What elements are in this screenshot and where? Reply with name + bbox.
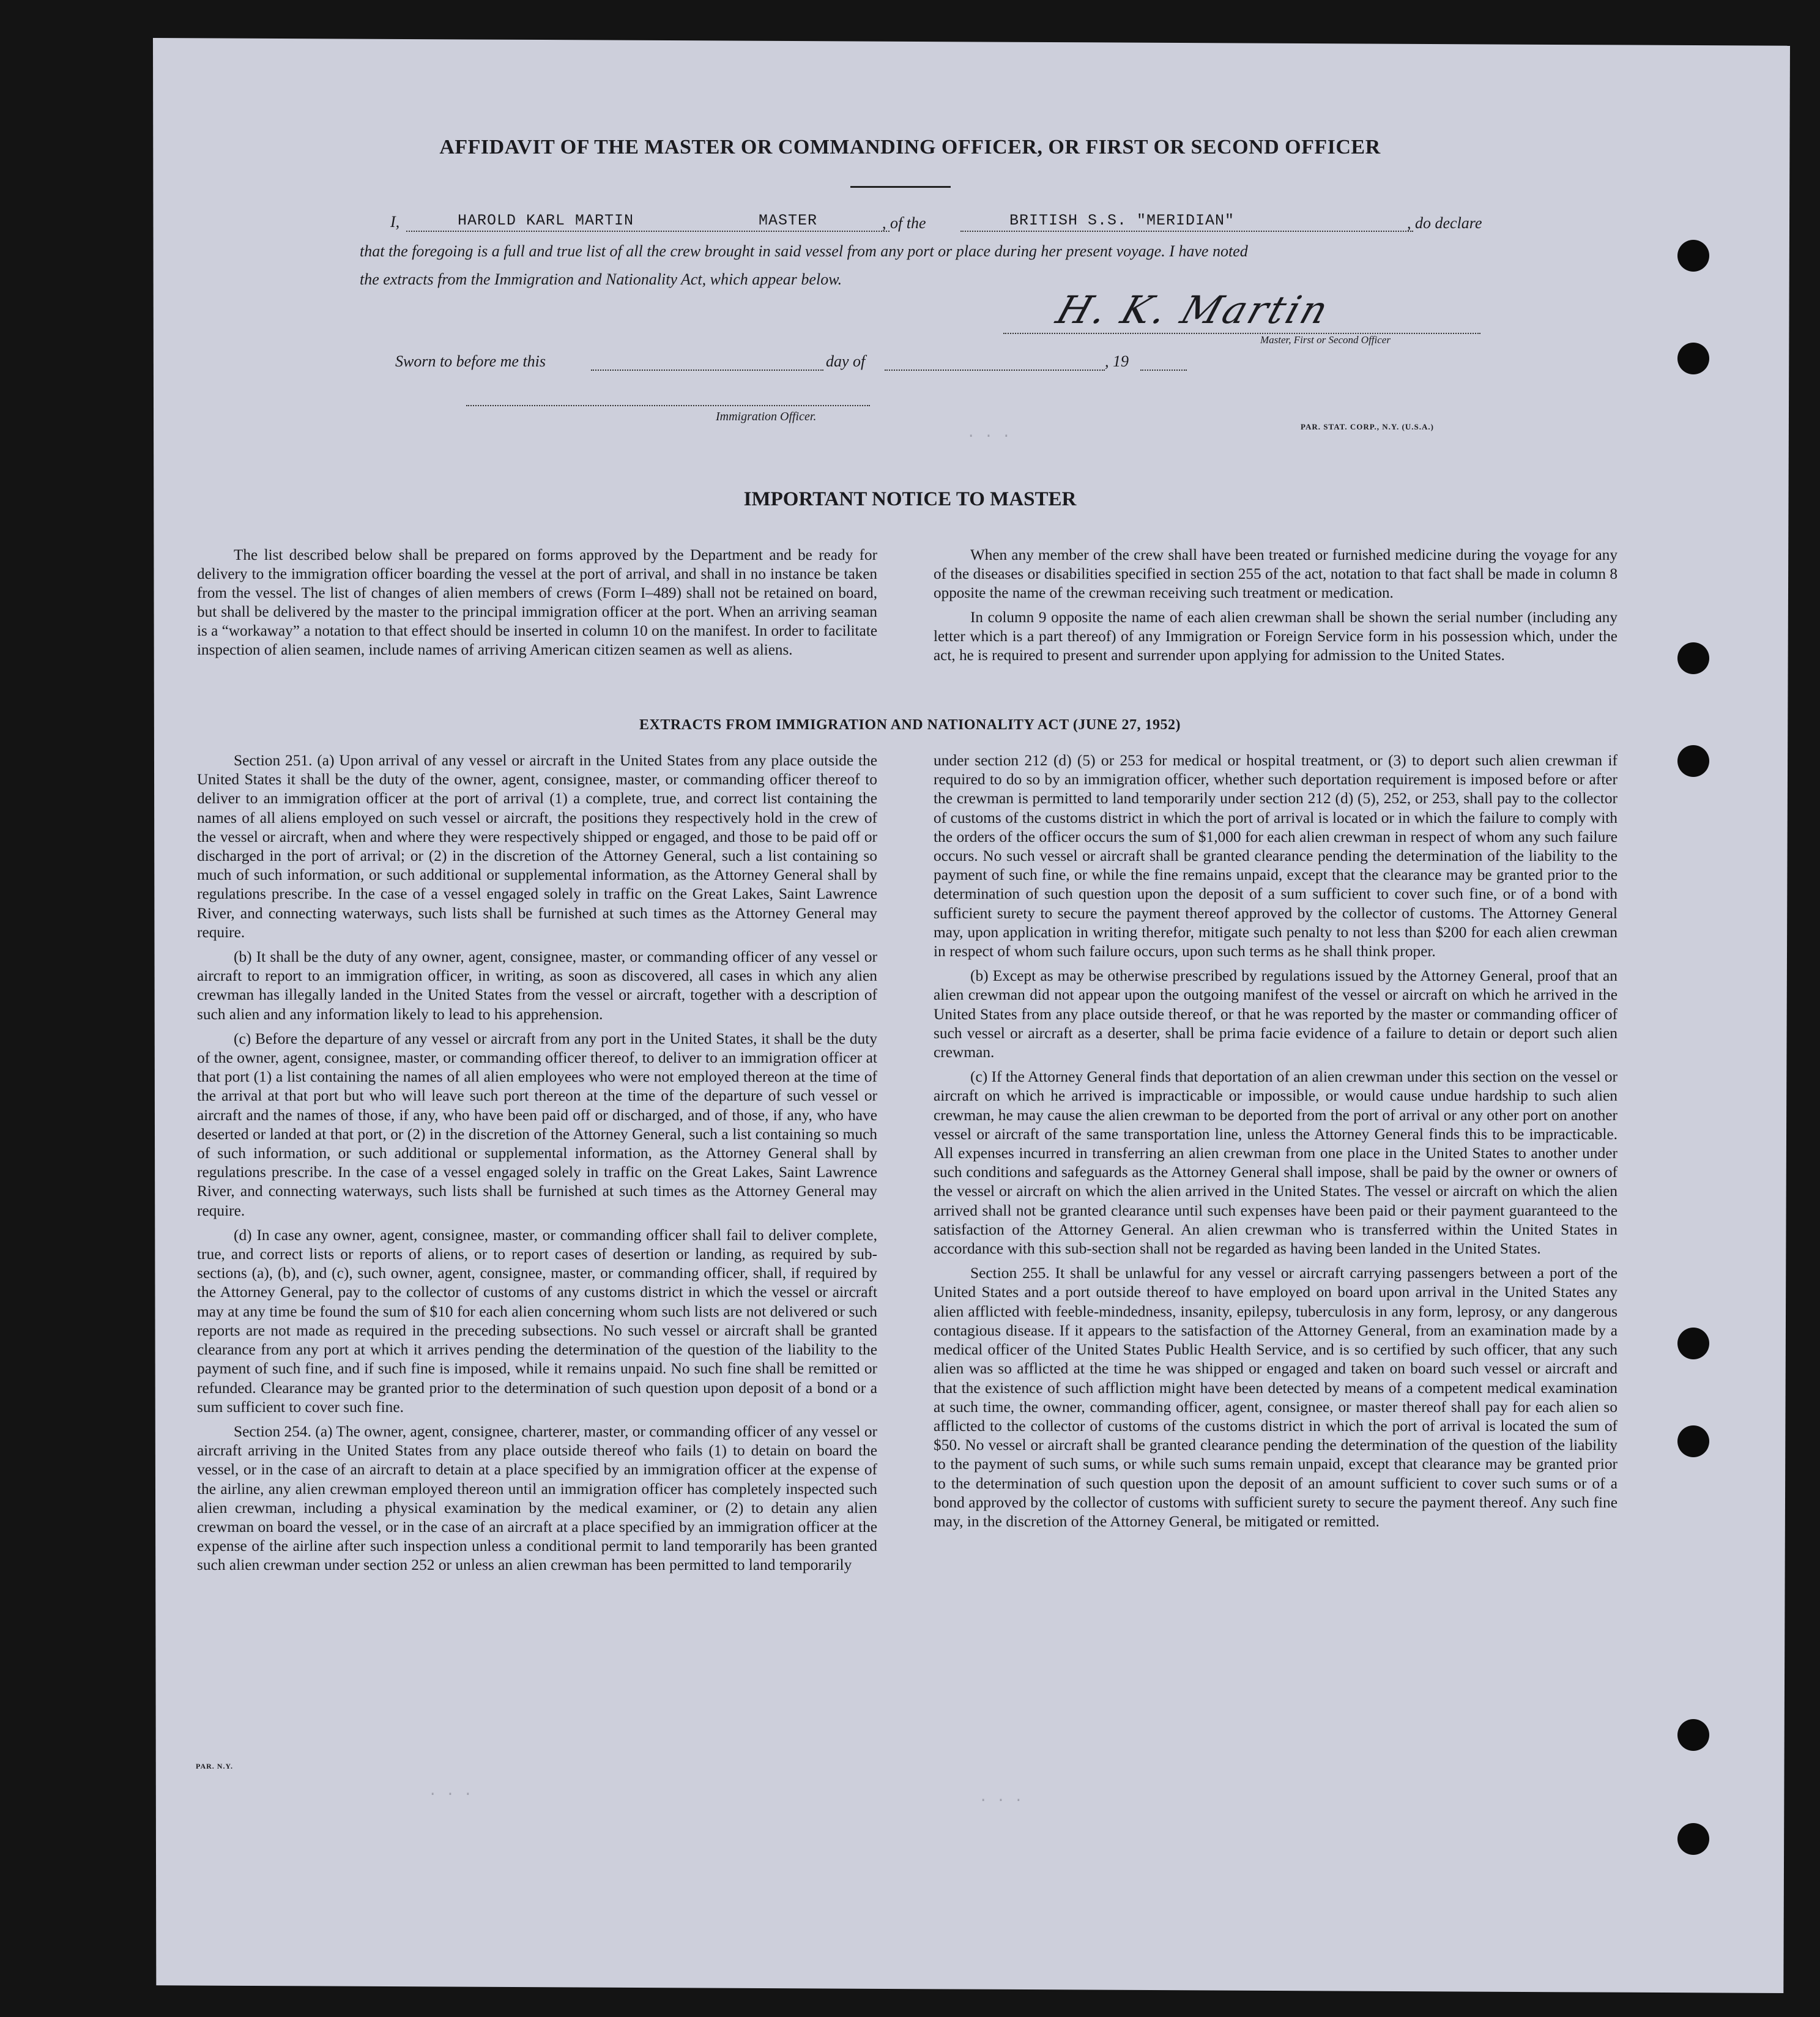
binder-hole	[1677, 642, 1709, 674]
bleed-through-mark: · · ·	[979, 1792, 1023, 1809]
printer-mark: PAR. STAT. CORP., N.Y. (U.S.A.)	[1301, 422, 1434, 431]
section-254b-paragraph: (b) Except as may be otherwise prescribed by regulations issued by the Attorney General, proof that an alien crewman did not appear upon the outgoing manifest of the vessel or aircraft on which he arrived in the United States from any place outside thereof, or that he was reported by the master or commanding officer of such vessel or aircraft as a deserter, shall be prima facie evidence of a failure to detain or deport such alien crewman.	[934, 967, 1618, 1061]
extracts-right-column	[934, 751, 1618, 1531]
bleed-through-mark: · · ·	[967, 428, 1011, 445]
sworn-month-line	[885, 370, 1105, 371]
section-251b-paragraph: (b) It shall be the duty of any owner, agent, consignee, master, or commanding officer of any vessel or aircraft to report to an immigration officer, in writing, as soon as discovered, all cases in which any alien crewman has illegally landed in the United States from the vessel or aircraft, together with a description of such alien and any information likely to lead to his apprehension.	[197, 948, 877, 1023]
title-divider	[850, 186, 951, 188]
master-caption: Master, First or Second Officer	[1260, 334, 1391, 346]
binder-hole	[1677, 745, 1709, 777]
notice-right-column	[934, 546, 1618, 666]
sworn-label: Sworn to before me this	[395, 352, 546, 370]
officer-signature-line	[466, 405, 870, 406]
statement-line-2: the extracts from the Immigration and Nationality Act, which appear below.	[360, 270, 842, 288]
rank-value: MASTER	[759, 212, 818, 229]
year-label: , 19	[1105, 352, 1129, 370]
section-254c-paragraph: (c) If the Attorney General finds that deportation of an alien crewman under this section on the vessel or aircraft on which he arrived is impracticable or impossible, or would cause undue hardship to such alien crewman, he may cause the alien crewman to be deported from the port of arrival or any other port on another vessel or aircraft of the same transportation line, unless the Attorney General finds this to be impracticable. All expenses incurred in transferring an alien crewman from one place in the United States to another under such conditions and safeguards as the Attorney General shall impose, shall be paid by the owner or owners of the vessel or aircraft on which the alien arrived in the United States. The vessel or aircraft on which the alien arrived shall not be granted clearance until such expenses have been paid or their payment guaranteed to the satisfaction of the Attorney General. An alien crewman who is transferred within the United States in accordance with this sub-section shall not be regarded as having been landed in the United States.	[934, 1068, 1618, 1258]
notice-left-column	[197, 546, 877, 660]
i-label: I,	[390, 213, 400, 231]
master-signature: H. K. Martin	[1051, 288, 1336, 332]
binder-hole	[1677, 343, 1709, 374]
section-254a-continued: under section 212 (d) (5) or 253 for medical or hospital treatment, or (3) to deport such alien crewman if required to do so by an immigration officer, whether such deportation requirement is imposed before or after the crewman is permitted to land temporarily under section 212 (d) (5), 252, or 253, shall pay to the collector of customs of the customs district in which the port of arrival is located or in which the failure to comply with the orders of the officer occurs the sum of $1,000 for each alien crewman in respect of whom any such failure occurs. No such vessel or aircraft shall be granted clearance pending the determination of the liability to the payment of such fine, or while the fine remains unpaid, except that the clearance may be granted prior to the determination of such question upon the deposit of a sum sufficient to cover such fine, or of a bond with sufficient surety to secure the payment thereof approved by the collector of customs. The Attorney General may, upon application in writing therefor, mitigate such penalty to not less than $200 for each alien crewman in respect of whom such failure occurs, upon such terms as he shall think proper.	[934, 752, 1618, 960]
signature-line	[1003, 333, 1480, 334]
notice-right-paragraph-2: In column 9 opposite the name of each alien crewman shall be shown the serial number (including any letter which is a part thereof) of any Immigration or Foreign Service form in his possession which, under the act, he is required to present and surrender upon applying for admission to the United States.	[934, 609, 1618, 664]
section-251c-paragraph: (c) Before the departure of any vessel or aircraft from any port in the United States, it shall be the duty of the owner, agent, consignee, master, or commanding officer thereof, to deliver to an immigration officer at that port (1) a list containing the names of all alien employees who were not employed thereon at the time of the arrival at that port but who will leave such port thereon at the time of the departure of such vessel or aircraft and the names of those, if any, who have been paid off or discharged, and of those, if any, who have deserted or landed at that port, or (2) in the discretion of the Attorney General, such a list containing so much of such information, or such additional or supplemental information, as the Attorney General shall by regulations prescribe. In the case of a vessel engaged solely in traffic on the Great Lakes, Saint Lawrence River, and connecting waterways, such lists shall be furnished at such times as the Attorney General may require.	[197, 1030, 877, 1219]
vessel-line	[960, 231, 1413, 232]
binder-hole	[1677, 1328, 1709, 1359]
statement-line-1: that the foregoing is a full and true list of all the crew brought in said vessel from any port or place during her present voyage. I have noted	[360, 242, 1248, 260]
extracts-title: EXTRACTS FROM IMMIGRATION AND NATIONALITY ACT (JUNE 27, 1952)	[639, 717, 1181, 733]
binder-hole	[1677, 1719, 1709, 1751]
affidavit-title: AFFIDAVIT OF THE MASTER OR COMMANDING OFFICER, OR FIRST OR SECOND OFFICER	[439, 136, 1381, 158]
notice-right-paragraph-1: When any member of the crew shall have been treated or furnished medicine during the voyage for any of the diseases or disabilities specified in section 255 of the act, notation to that fact shall be made in column 8 opposite the name of the crewman receiving such treatment or medication.	[934, 547, 1618, 602]
declare-label: , do declare	[1407, 214, 1482, 232]
notice-title: IMPORTANT NOTICE TO MASTER	[743, 488, 1077, 510]
of-the-label: , of the	[882, 214, 926, 232]
name-line	[406, 231, 890, 232]
binder-hole	[1677, 240, 1709, 272]
section-255-paragraph: Section 255. It shall be unlawful for any vessel or aircraft carrying passengers between a port of the United States and a port outside thereof to have employed on board upon arrival in the United States any alien afflicted with feeble-mindedness, insanity, epilepsy, tuberculosis in any form, leprosy, or any dangerous contagious disease. If it appears to the satisfaction of the Attorney General, from an examination made by a medical officer of the United States Public Health Service, and is so certified by such officer, that any such alien was so afflicted at the time he was shipped or engaged and taken on board such vessel or aircraft and that the existence of such affliction might have been detected by means of a competent medical examination at such time, the owner, commanding officer, agent, consignee, or master thereof shall pay for each alien so afflicted to the collector of customs of the customs district in which the port of arrival is located the sum of $50. No vessel or aircraft shall be granted clearance pending the determination of the question of the liability to the payment of such sums, or while such sums remain unpaid, except that clearance may be granted prior to the determination of such question upon the deposit of an amount sufficient to cover such sums or of a bond approved by the collector of customs with sufficient surety to secure the payment thereof. Any such fine may, in the discretion of the Attorney General, be mitigated or remitted.	[934, 1265, 1618, 1530]
day-of-label: day of	[826, 352, 866, 370]
section-254a-paragraph: Section 254. (a) The owner, agent, consignee, charterer, master, or commanding officer of any vessel or aircraft arriving in the United States from any place outside thereof who fails (1) to detain on board the vessel, or in the case of an aircraft to detain at a place specified by an immigration officer at the expense of the airline, any alien crewman employed thereon until an immigration officer has completely inspected such alien crewman, including a physical examination by the medical examiner, or (2) to detain any alien crewman on board the vessel, or in the case of an aircraft at a place specified by an immigration officer at the expense of the airline after such inspection unless a conditional permit to land temporarily has been granted such alien crewman under section 252 or unless an alien crewman has been permitted to land temporarily	[197, 1422, 877, 1574]
immigration-officer-caption: Immigration Officer.	[716, 410, 817, 423]
sworn-year-line	[1140, 370, 1187, 371]
binder-hole	[1677, 1823, 1709, 1855]
vessel-value: BRITISH S.S. "MERIDIAN"	[1009, 212, 1235, 229]
name-value: HAROLD KARL MARTIN	[458, 212, 634, 229]
notice-left-paragraph: The list described below shall be prepared on forms approved by the Department and be ready for delivery to the immigration officer boarding the vessel at the port of arrival, and shall in no instance be taken from the vessel. The list of changes of alien members of crews (Form I–489) shall not be retained on board, but shall be delivered by the master to the principal immigration officer at the port. When an arriving seaman is a “workaway” a notation to that effect should be inserted in column 10 on the manifest. In order to facilitate inspection of alien seamen, include names of arriving American citizen seamen as well as aliens.	[197, 547, 877, 659]
section-251d-paragraph: (d) In case any owner, agent, consignee, master, or commanding officer shall fail to deliver complete, true, and correct lists or reports of aliens, or to report cases of desertion or landing, as required by sub-sections (a), (b), and (c), such owner, agent, consignee, master, or commanding officer, shall, if required by the Attorney General, pay to the collector of customs of any customs district in which the vessel or aircraft may at any time be found the sum of $10 for each alien concerning whom such lists are not delivered or such reports are not made as required in the preceding subsections. No such vessel or aircraft shall be granted clearance from any port at which it arrives pending the determination of the question of the liability to the payment of such fine, and if such fine is imposed, while it remains unpaid. No such fine shall be remitted or refunded. Clearance may be granted prior to the determination of such question upon deposit of a bond or a sum sufficient to cover such fine.	[197, 1226, 877, 1416]
section-251a-paragraph: Section 251. (a) Upon arrival of any vessel or aircraft in the United States from any place outside the United States it shall be the duty of the owner, agent, consignee, master, or commanding officer thereof to deliver to an immigration officer at the port of arrival (1) a complete, true, and correct list containing the names of all aliens employed on such vessel or aircraft, the positions they respectively hold in the crew of the vessel or aircraft, when and where they were respectively shipped or engaged, and those to be paid off or discharged in the port of arrival; or (2) in the discretion of the Attorney General, such a list containing so much of such information, or such additional or supplemental information, as the Attorney General shall by regulations prescribe. In the case of a vessel engaged solely in traffic on the Great Lakes, Saint Lawrence River, and connecting waterways, such lists shall be furnished at such times as the Attorney General may require.	[197, 752, 877, 941]
binder-hole	[1677, 1425, 1709, 1457]
sworn-day-line	[591, 370, 823, 371]
extracts-left-column	[197, 751, 877, 1575]
bleed-through-mark: · · ·	[428, 1786, 473, 1803]
footer-mark: PAR. N.Y.	[196, 1762, 234, 1770]
